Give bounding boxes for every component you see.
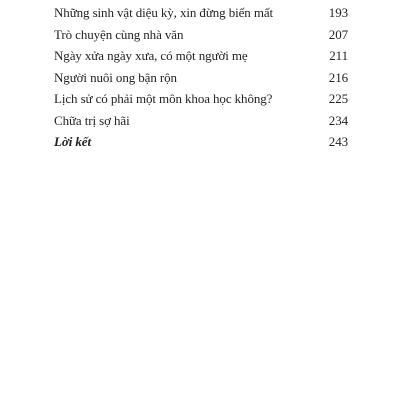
toc-entry-page: 193 (328, 5, 348, 20)
toc-entry-title: Những sinh vật diệu kỳ, xin đừng biến mất (54, 5, 274, 20)
toc-entry-title: Người nuôi ong bận rộn (54, 69, 177, 85)
toc-entry (54, 67, 348, 89)
toc-entry-title: Lời kết (54, 134, 91, 149)
toc-entry-epilogue (54, 131, 348, 153)
toc-entry-page: 207 (328, 26, 348, 42)
toc-entry-title: Ngày xửa ngày xưa, có một người mẹ (54, 48, 248, 63)
toc-entry-page: 211 (329, 48, 348, 63)
toc-entry (54, 88, 348, 110)
table-of-contents (54, 2, 348, 153)
toc-entry (54, 110, 348, 132)
toc-entry (54, 24, 348, 46)
toc-entry-page: 225 (328, 91, 348, 106)
toc-entry (54, 2, 348, 24)
toc-entry (54, 45, 348, 67)
toc-entry-page: 216 (328, 69, 348, 85)
toc-entry-page: 243 (328, 134, 348, 149)
toc-entry-page: 234 (328, 112, 348, 128)
toc-entry-title: Chữa trị sợ hãi (54, 112, 130, 128)
toc-entry-title: Trò chuyện cùng nhà văn (54, 26, 184, 42)
toc-entry-title: Lịch sử có phải một môn khoa học không? (54, 91, 273, 106)
